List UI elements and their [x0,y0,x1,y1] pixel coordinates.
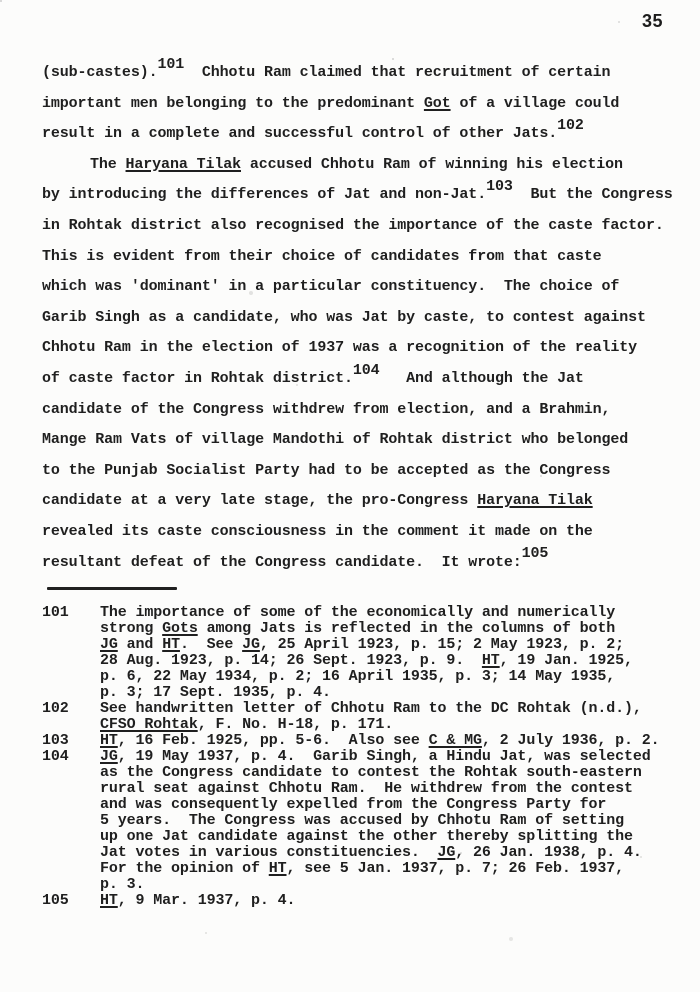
footnote-ref: 103 [486,178,513,196]
footnote-line [100,749,660,765]
footnote-number: 103 [42,732,69,749]
text-run: important men belonging to the predominant [42,94,424,112]
body-line [42,89,673,120]
text-run: 5 years. The Congress was accused by Chhotu Ram of setting [100,812,625,829]
footnote-line [100,733,660,749]
text-run: strong [100,620,163,637]
text-run: , 2 July 1936, p. 2. [481,732,660,749]
text-run: , 26 Jan. 1938, p. 4. [455,844,642,861]
footnote [42,733,660,749]
footnote-line [100,605,660,621]
text-run: Chhotu Ram claimed that recruitment of certain [184,64,611,81]
underlined-title: HT [100,732,118,749]
text-run: up one Jat candidate against the other thereby splitting the [100,828,633,845]
footnote-line [100,845,660,861]
text-run: to the Punjab Socialist Party had to be accepted as the Congress [42,461,611,479]
body-line [42,456,673,487]
text-run: Garib Singh as a candidate, who was Jat by caste, to contest against [42,308,646,326]
footnote-text [100,733,660,749]
footnote-text [100,701,660,733]
body-line [42,425,673,456]
footnote-number: 104 [42,748,69,765]
footnote-ref: 102 [557,116,584,134]
footnote-ref: 105 [521,545,549,563]
footnote-line [100,813,660,829]
page-number: 35 [641,11,663,31]
underlined-title: HT [100,892,118,909]
footnote-line [100,717,660,733]
text-run: p. 6, 22 May 1934, p. 2; 16 April 1935, p. 3; 14 May 1935, [100,668,616,685]
text-run: (sub-castes). [42,64,158,81]
footnote [42,749,660,893]
underlined-title: JG [437,844,456,861]
body-line [42,116,673,150]
body-line [42,55,673,89]
body-line [42,180,673,211]
footnote-line [100,653,660,669]
text-run: For the opinion of [100,860,269,877]
body-line [42,150,673,181]
footnote-number: 105 [42,892,69,909]
text-run: p. 3. [100,876,145,893]
text-run: This is evident from their choice of candidates from that caste [42,247,602,265]
text-run: result in a complete and successful control of other Jats. [42,125,558,143]
text-run: as the Congress candidate to contest the Rohtak south-eastern [100,764,642,781]
text-run: The importance of some of the economically and numerically [100,604,616,621]
text-run: among Jats is reflected in the columns of both [197,620,616,637]
footnote-number: 101 [42,604,69,621]
body-line [42,211,673,242]
footnote-line [100,621,660,637]
footnote-line [100,669,660,685]
text-run: . See [179,636,243,653]
text-run: Mange Ram Vats of village Mandothi of Rohtak district who belonged [42,431,629,449]
underlined-title: C & MG [428,732,482,749]
text-run: and [117,636,163,653]
text-run: resultant defeat of the Congress candidate. It wrote: [42,553,522,571]
body-line [42,333,673,364]
text-run: , 9 Mar. 1937, p. 4. [117,892,296,909]
underlined-title: JG [100,748,118,765]
text-run: rural seat against Chhotu Ram. He withdrew from the contest [100,780,633,797]
underlined-title: Gots [162,620,198,637]
text-run: candidate at a very late stage, the pro-Congress [42,492,478,510]
scan-speckles [0,0,2,2]
body-line [42,395,673,426]
footnote-text [100,605,660,701]
text-run: , 19 May 1937, p. 4. Garib Singh, a Hindu Jat, was selected [117,748,651,765]
text-run: , 19 Jan. 1925, [499,652,633,669]
footnote-line [100,765,660,781]
underlined-title: JG [100,636,118,653]
underlined-title: HT [268,860,287,877]
footnote-ref: 104 [352,361,380,379]
footnote-line [100,877,660,893]
footnotes [42,605,660,909]
body-line [42,272,673,303]
body-line [42,545,673,579]
text-run: of caste factor in Rohtak district. [42,369,353,387]
footnote-text [100,749,660,893]
footnote [42,605,660,701]
text-run: by introducing the differences of Jat and non-Jat. [42,186,487,204]
text-run: in Rohtak district also recognised the importance of the caste factor. [42,216,664,234]
text-run: , F. No. H-18, p. 171. [197,716,394,733]
text-run: , see 5 Jan. 1937, p. 7; 26 Feb. 1937, [286,860,625,877]
underlined-title: Haryana Tilak [477,492,593,510]
text-run: 28 Aug. 1923, p. 14; 26 Sept. 1923, p. 9. [100,652,482,669]
text-run: revealed its caste consciousness in the comment it made on the [42,522,593,540]
underlined-title: JG [242,636,260,653]
text-run: , 25 April 1923, p. 15; 2 May 1923, p. 2; [259,636,625,653]
footnote-line [100,893,660,909]
footnote [42,701,660,733]
underlined-title: HT [481,652,500,669]
body-text [42,55,673,578]
footnote-line [100,637,660,653]
footnote-separator [47,587,177,590]
footnote-number: 102 [42,700,69,717]
footnote-line [100,781,660,797]
footnote-line [100,861,660,877]
body-line [42,303,673,334]
text-run: accused Chhotu Ram of winning his election [241,155,623,173]
body-line [42,517,673,548]
text-run: The [90,155,126,173]
underlined-title: HT [162,636,180,653]
footnote-ref: 101 [157,55,185,73]
text-run: of a village could [450,94,620,112]
text-run: p. 3; 17 Sept. 1935, p. 4. [100,684,331,701]
text-run: But the Congress [512,186,673,204]
footnote-line [100,797,660,813]
body-line [42,361,673,395]
footnote-line [100,701,660,717]
text-run: See handwritten letter of Chhotu Ram to the DC Rohtak (n.d.), [100,700,642,717]
text-run: and was consequently expelled from the Congress Party for [100,796,607,813]
text-run: candidate of the Congress withdrew from election, and a Brahmin, [42,400,611,418]
underlined-title: CFSO Rohtak [100,716,198,733]
underlined-title: Got [423,94,451,112]
text-run: , 16 Feb. 1925, pp. 5-6. Also see [117,732,429,749]
footnote-text [100,893,660,909]
footnote-line [100,829,660,845]
body-line [42,486,673,517]
text-run: Jat votes in various constituencies. [100,844,438,861]
text-run: which was 'dominant' in a particular constituency. The choice of [42,278,620,296]
body-line [42,242,673,273]
footnote [42,893,660,909]
text-run: Chhotu Ram in the election of 1937 was a recognition of the reality [42,339,638,357]
text-run: And although the Jat [379,369,584,387]
underlined-title: Haryana Tilak [125,155,241,173]
footnote-line [100,685,660,701]
